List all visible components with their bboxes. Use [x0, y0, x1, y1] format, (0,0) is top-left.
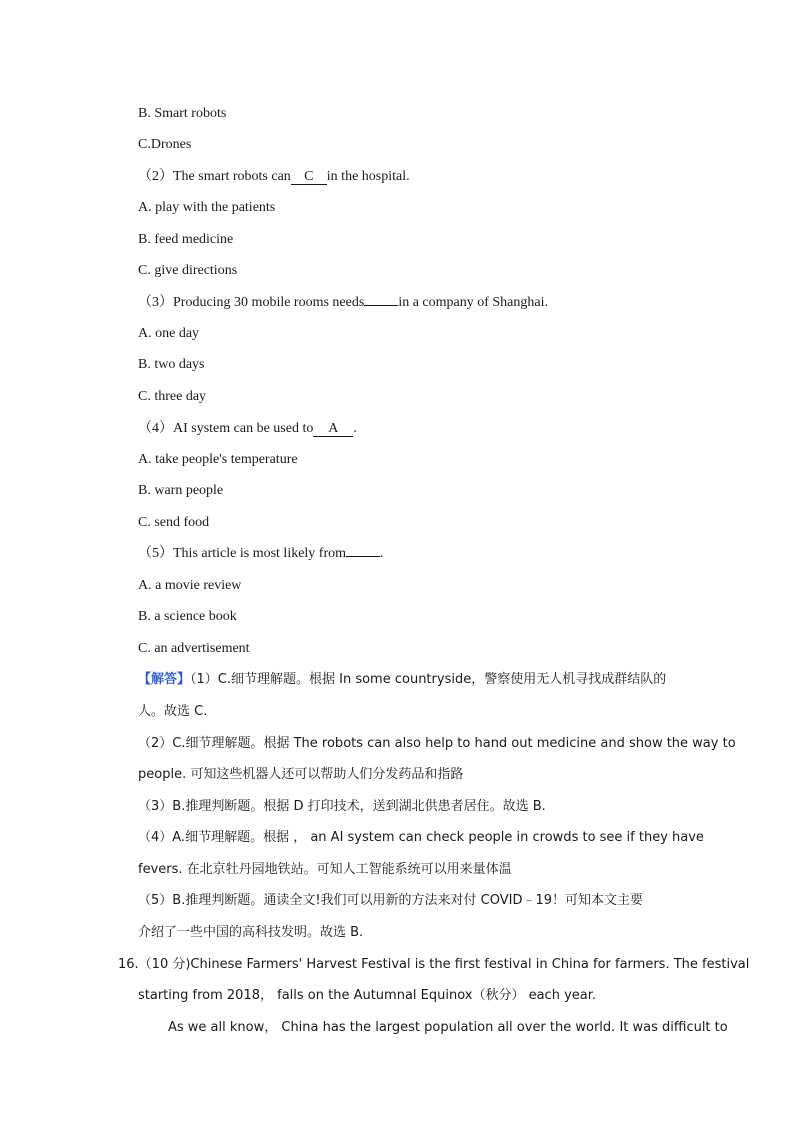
option-b: B. warn people: [138, 483, 224, 498]
solution-line: [138, 671, 666, 689]
question-stem: The smart robots can: [173, 169, 291, 184]
question-2: [138, 168, 410, 186]
option-c: C. send food: [138, 515, 210, 530]
answer-blank: A: [313, 422, 353, 437]
question-number: （2）: [138, 169, 173, 184]
question-stem-end: in a company of Shanghai.: [398, 295, 548, 310]
option-c: C. an advertisement: [138, 641, 250, 656]
question-stem: This article is most likely from: [173, 546, 347, 561]
question-stem-end: in the hospital.: [326, 169, 410, 184]
option-b: B. a science book: [138, 609, 237, 624]
question-number: （5）: [138, 546, 173, 561]
option-a: A. a movie review: [138, 578, 242, 593]
answer-4-cont: fevers. 在北京牡丹园地铁站。可知人工智能系统可以用来量体温: [138, 862, 512, 877]
answer-blank: C: [291, 170, 327, 185]
answer-5-cont: 介绍了一些中国的高科技发明。故选 B.: [138, 925, 364, 940]
question-number: （4）: [138, 421, 173, 436]
option-c: C. three day: [138, 389, 207, 404]
option-b: B. feed medicine: [138, 232, 234, 247]
answer-2-cont: people. 可知这些机器人还可以帮助人们分发药品和指路: [138, 767, 464, 782]
option-a: A. take people's temperature: [138, 452, 298, 467]
question-stem-end: .: [380, 546, 384, 561]
option-a: A. play with the patients: [138, 200, 276, 215]
option-c: C. give directions: [138, 263, 238, 278]
question-stem: Producing 30 mobile rooms needs: [173, 295, 365, 310]
answer-5: （5）B.推理判断题。通读全文!我们可以用新的方法来对付 COVID﹣19！可知本文主要: [138, 893, 644, 908]
answer-1-cont: 人。故选 C.: [138, 704, 208, 719]
answer-blank: [346, 556, 380, 557]
option-a: A. one day: [138, 326, 200, 341]
question-16: 16.（10 分)Chinese Farmers' Harvest Festival is the first festival in China for farmers. The festival: [118, 957, 750, 972]
option-b: B. Smart robots: [138, 106, 227, 121]
question-3: [138, 294, 548, 312]
question-16-cont: starting from 2018， falls on the Autumnal Equinox（秋分） each year.: [138, 988, 597, 1003]
question-5: [138, 545, 384, 563]
question-stem-end: .: [353, 421, 357, 436]
answer-blank: [364, 305, 398, 306]
answer-2: （2）C.细节理解题。根据 The robots can also help to hand out medicine and show the way to: [138, 736, 736, 751]
question-stem: AI system can be used to: [173, 421, 314, 436]
question-4: [138, 420, 357, 438]
answer-3: （3）B.推理判断题。根据 D 打印技术，送到湖北供患者居住。故选 B.: [138, 799, 546, 814]
question-number: （3）: [138, 295, 173, 310]
option-b: B. two days: [138, 357, 205, 372]
passage-paragraph: As we all know， China has the largest population all over the world. It was difficult to: [168, 1020, 728, 1035]
answer-1: （1）C.细节理解题。根据 In some countryside，警察使用无人机寻找成群结队的: [190, 672, 667, 687]
solution-tag: 【解答】: [138, 672, 191, 687]
answer-4: （4）A.细节理解题。根据 ， an AI system can check people in crowds to see if they have: [138, 830, 704, 845]
option-c: C.Drones: [138, 137, 192, 152]
